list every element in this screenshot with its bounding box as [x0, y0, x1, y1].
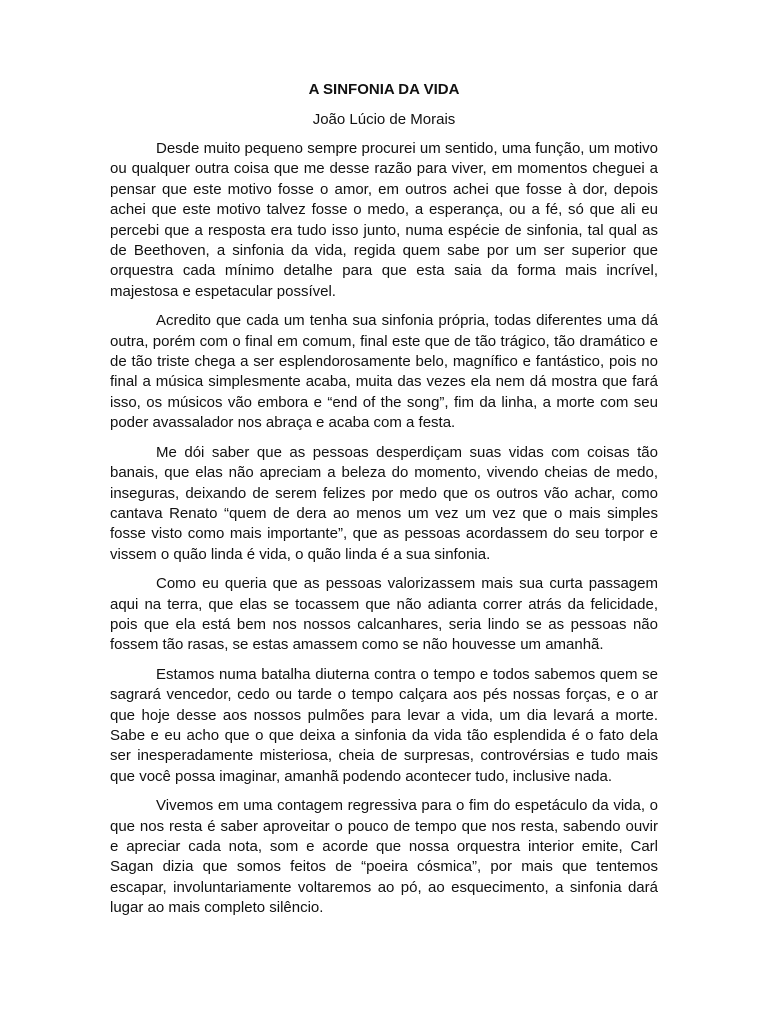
document-author: João Lúcio de Morais — [312, 111, 456, 128]
document-title: A SINFONIA DA VIDA — [308, 81, 460, 98]
paragraph-6: Vivemos em uma contagem regressiva para o fim do espetáculo da vida, o que nos resta é saber aproveitar o pouco de tempo que nos resta, sabendo ouvir e apreciar cada nota, som e acorde que nossa orquestra interior emite, Carl Sagan dizia que somos feitos de “poeira cósmica”, por mais que tentemos escapar, involuntariamente voltaremos ao pó, ao esquecimento, a sinfonia dará lugar ao mais completo silêncio. — [110, 797, 658, 917]
paragraph-5: Estamos numa batalha diuterna contra o tempo e todos sabemos quem se sagrará vencedor, cedo ou tarde o tempo calçara aos pés nossas forças, e o ar que hoje desse aos nossos pulmões para levar a vida, um dia levará a morte. Sabe e eu acho que o que deixa a sinfonia da vida tão esplendida é o fato dela ser inesperadamente misteriosa, cheia de surpresas, controvérsias e tudo mais que você possa imaginar, amanhã podendo acontecer tudo, inclusive nada. — [110, 665, 658, 785]
paragraph-3: Me dói saber que as pessoas desperdiçam suas vidas com coisas tão banais, que elas não apreciam a beleza do momento, vivendo cheias de medo, inseguras, deixando de serem felizes por medo que os outros vão achar, como cantava Renato “quem de dera ao menos um vez um vez que o mais simples fosse visto como mais importante”, que as pessoas acordassem do seu torpor e vissem o quão linda é vida, o quão linda é a sua sinfonia. — [110, 443, 658, 563]
paragraph-1: Desde muito pequeno sempre procurei um sentido, uma função, um motivo ou qualquer outra coisa que me desse razão para viver, em momentos cheguei a pensar que este motivo fosse o amor, em outros achei que fosse à dor, depois achei que este motivo talvez fosse o medo, a esperança, ou a fé, só que ali eu percebi que a resposta era tudo isso junto, numa espécie de sinfonia, tal qual as de Beethoven, a sinfonia da vida, regida quem sabe por um ser superior que orquestra cada mínimo detalhe para que esta saia da forma mais incrível, majestosa e espetacular possível. — [110, 140, 658, 300]
paragraph-4: Como eu queria que as pessoas valorizassem mais sua curta passagem aqui na terra, que elas se tocassem que não adianta correr atrás da felicidade, pois que ela está bem nos nossos calcanhares, seria lindo se as pessoas não fossem tão rasas, se estas amassem como se não houvesse um amanhã. — [110, 575, 658, 654]
paragraph-2: Acredito que cada um tenha sua sinfonia própria, todas diferentes uma dá outra, porém com o final em comum, final este que de tão trágico, tão dramático e de tão triste chega a ser esplendorosamente belo, magnífico e fantástico, pois no final a música simplesmente acaba, muita das vezes ela nem dá mostra que fará isso, os músicos vão embora e “end of the song”, fim da linha, a morte com seu poder avassalador nos abraça e acaba com a festa. — [110, 312, 658, 432]
